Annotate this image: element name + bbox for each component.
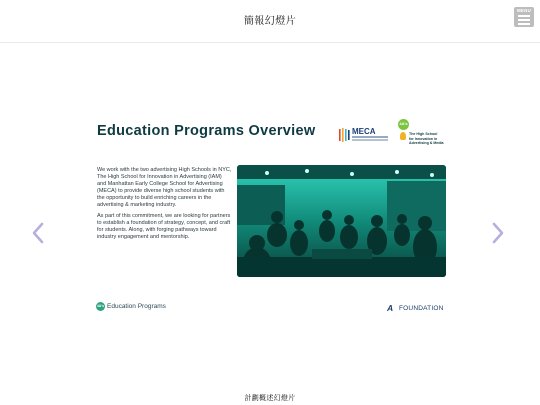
previous-slide-button[interactable] (31, 222, 45, 249)
slide-body (97, 167, 232, 245)
slide-caption: 計劃概述幻燈片 (244, 395, 296, 402)
lightbulb-icon (400, 132, 406, 140)
slide-heading: Education Programs Overview (97, 123, 316, 139)
next-slide-button[interactable] (491, 222, 505, 249)
education-badge-text: 4A's (96, 303, 105, 308)
event-photo (237, 165, 446, 277)
event-photo-image (237, 165, 446, 277)
foundation-mark: A (387, 303, 394, 313)
meca-subtext (352, 136, 388, 138)
hs-badge-text: 4A's (399, 121, 408, 126)
chevron-left-icon (31, 222, 45, 244)
high-school-logo (395, 119, 447, 147)
meca-wordmark: MECA (352, 127, 376, 136)
hs-logo-line-2: for Innovation in (409, 136, 438, 141)
hamburger-icon (518, 15, 530, 17)
education-programs-label: Education Programs (107, 303, 166, 310)
menu-button[interactable] (514, 7, 534, 27)
foundation-label: FOUNDATION (399, 305, 444, 312)
body-paragraph-2: As part of this commitment, we are looking for partners to establish a foundation of strategy, concept, and craft for students. Along, with forging pathways toward industry engagement and mentorship. (97, 213, 231, 240)
app-title: 簡報幻燈片 (243, 16, 297, 27)
menu-label: MENU (516, 8, 532, 13)
hamburger-icon-bar (518, 23, 530, 25)
hs-logo-line-1: The High School (409, 132, 438, 136)
meca-bars-icon (339, 128, 351, 142)
slide (86, 110, 454, 326)
hs-logo-line-3: Advertising & Media (409, 141, 444, 145)
top-bar (0, 0, 540, 43)
hs-badge (398, 119, 409, 130)
chevron-right-icon (491, 222, 505, 244)
body-paragraph-1: We work with the two advertising High Schools in NYC, The High School for Innovation in Advertising (IAM) and Manhattan Early College School for Advertising (MECA) to provide diverse high school students with the opportunity to build enriching careers in the advertising & marketing industry. (97, 167, 232, 208)
hamburger-icon-bar (518, 19, 530, 21)
education-badge-icon (96, 302, 105, 311)
meca-logo (339, 126, 387, 144)
